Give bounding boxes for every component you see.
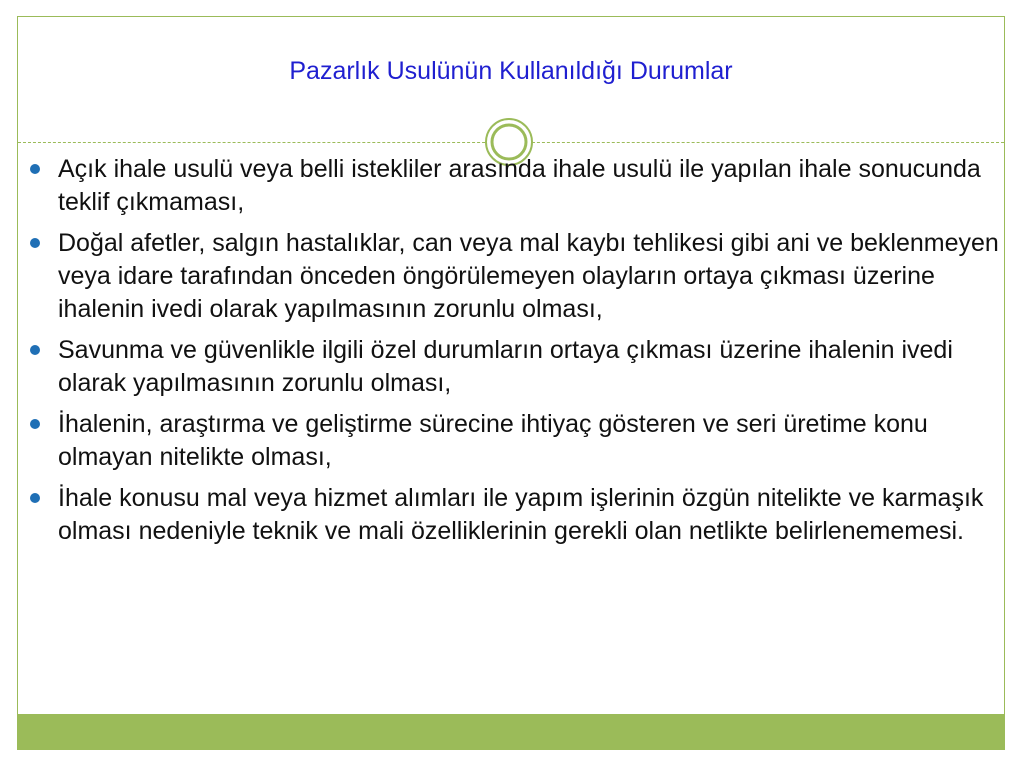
bullet-text: Doğal afetler, salgın hastalıklar, can veya mal kaybı tehlikesi gibi ani ve beklenmeyen veya idare tarafından önceden öngörülemeyen olayların ortaya çıkması üzerine ihalenin ivedi olarak yapılmasının zorunlu olması,	[58, 229, 999, 323]
list-item	[30, 482, 1005, 548]
bullet-dot-icon	[30, 164, 40, 174]
bullet-text: Açık ihale usulü veya belli istekliler arasında ihale usulü ile yapılan ihale sonucunda teklif çıkmaması,	[58, 155, 981, 216]
bullet-text: İhale konusu mal veya hizmet alımları ile yapım işlerinin özgün nitelikte ve karmaşık olması nedeniyle teknik ve mali özelliklerinin gerekli olan netlikte belirlenememesi.	[58, 484, 984, 545]
bullet-text: Savunma ve güvenlikle ilgili özel durumların ortaya çıkması üzerine ihalenin ivedi olarak yapılmasının zorunlu olması,	[58, 336, 953, 397]
bullet-list	[30, 153, 1005, 556]
list-item	[30, 334, 1005, 400]
slide-title: Pazarlık Usulünün Kullanıldığı Durumlar	[289, 57, 733, 85]
footer-band	[18, 714, 1004, 749]
bullet-dot-icon	[30, 238, 40, 248]
bullet-dot-icon	[30, 419, 40, 429]
list-item	[30, 227, 1005, 326]
bullet-dot-icon	[30, 493, 40, 503]
bullet-text: İhalenin, araştırma ve geliştirme sürecine ihtiyaç gösteren ve seri üretime konu olmayan nitelikte olması,	[58, 410, 928, 471]
list-item	[30, 153, 1005, 219]
list-item	[30, 408, 1005, 474]
bullet-dot-icon	[30, 345, 40, 355]
slide-frame	[17, 16, 1005, 750]
